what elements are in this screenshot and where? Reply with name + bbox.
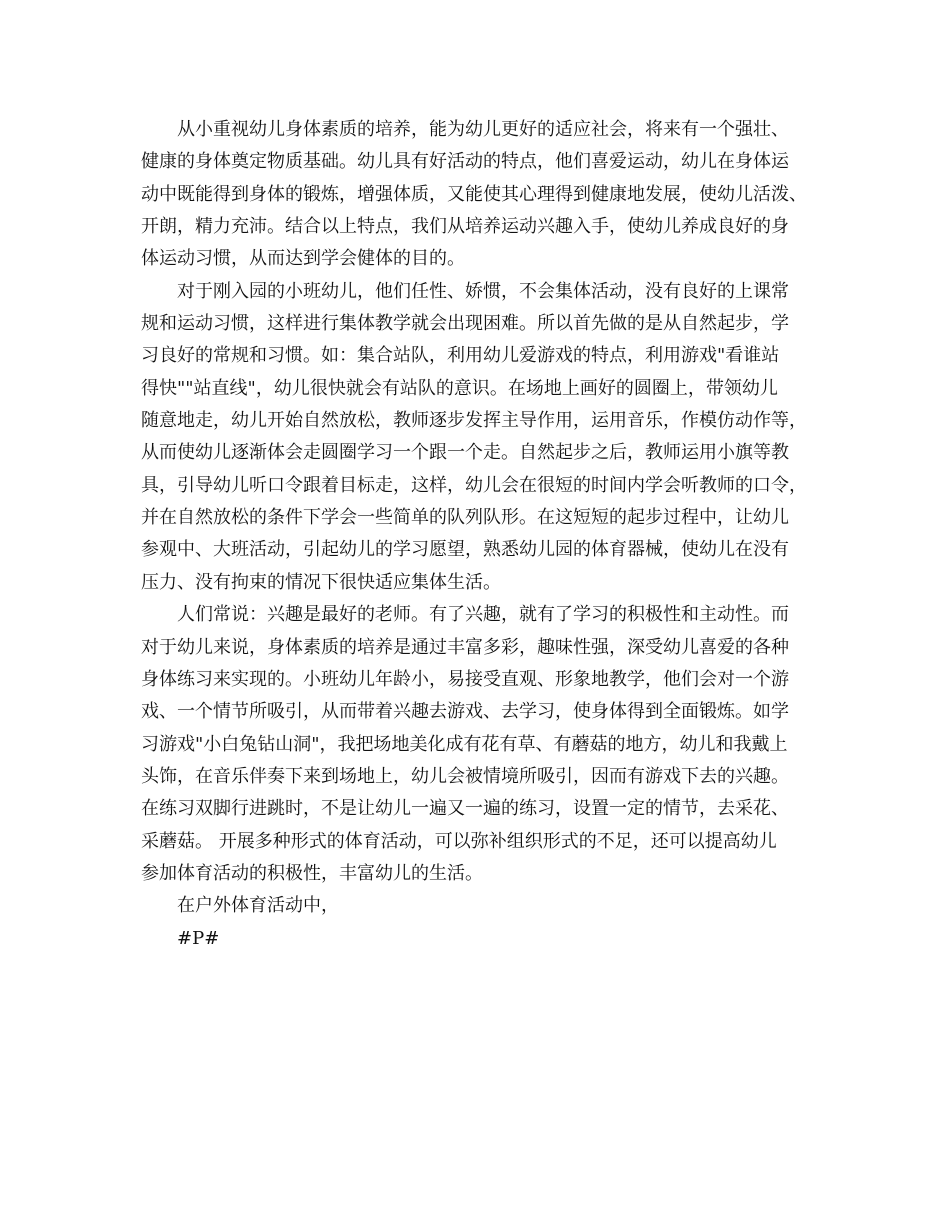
paragraph-2-line-6: 从而使幼儿逐渐体会走圆圈学习一个跟一个走。自然起步之后，教师运用小旗等教 bbox=[141, 442, 789, 464]
paragraph-3-line-1: 人们常说：兴趣是最好的老师。有了兴趣，就有了学习的积极性和主动性。而 bbox=[177, 604, 789, 626]
paragraph-2-line-3: 习良好的常规和习惯。如：集合站队，利用幼儿爱游戏的特点，利用游戏"看谁站 bbox=[141, 345, 780, 367]
paragraph-2-line-4: 得快""站直线"，幼儿很快就会有站队的意识。在场地上画好的圆圈上，带领幼儿 bbox=[141, 377, 778, 399]
paragraph-1-line-2: 健康的身体奠定物质基础。幼儿具有好活动的特点，他们喜爱运动，幼儿在身体运 bbox=[141, 151, 789, 173]
paragraph-2-line-2: 规和运动习惯，这样进行集体教学就会出现困难。所以首先做的是从自然起步，学 bbox=[141, 313, 789, 335]
document-body bbox=[141, 114, 831, 955]
paragraph-2-line-7: 具，引导幼儿听口令跟着目标走，这样，幼儿会在很短的时间内学会听教师的口令， bbox=[141, 474, 807, 496]
paragraph-1-line-5: 体运动习惯，从而达到学会健体的目的。 bbox=[141, 248, 465, 270]
paragraph-3-line-5: 习游戏"小白兔钻山洞"，我把场地美化成有花有草、有蘑菇的地方，幼儿和我戴上 bbox=[141, 733, 788, 755]
paragraph-2-line-9: 参观中、大班活动，引起幼儿的学习愿望，熟悉幼儿园的体育器械，使幼儿在没有 bbox=[141, 539, 789, 561]
paragraph-2-line-8: 并在自然放松的条件下学会一些简单的队列队形。在这短短的起步过程中，让幼儿 bbox=[141, 507, 789, 529]
paragraph-3-line-4: 戏、一个情节所吸引，从而带着兴趣去游戏、去学习，使身体得到全面锻炼。如学 bbox=[141, 701, 789, 723]
paragraph-3-line-2: 对于幼儿来说，身体素质的培养是通过丰富多彩，趣味性强，深受幼儿喜爱的各种 bbox=[141, 636, 789, 658]
paragraph-1-line-4: 开朗，精力充沛。结合以上特点，我们从培养运动兴趣入手，使幼儿养成良好的身 bbox=[141, 216, 789, 238]
paragraph-3-line-7: 在练习双脚行进跳时，不是让幼儿一遍又一遍的练习，设置一定的情节，去采花、 bbox=[141, 798, 789, 820]
paragraph-2-line-5: 随意地走，幼儿开始自然放松，教师逐步发挥主导作用，运用音乐，作模仿动作等， bbox=[141, 410, 807, 432]
paragraph-2-line-1: 对于刚入园的小班幼儿，他们任性、娇惯，不会集体活动，没有良好的上课常 bbox=[177, 280, 789, 302]
paragraph-1-line-1: 从小重视幼儿身体素质的培养，能为幼儿更好的适应社会，将来有一个强壮、 bbox=[177, 119, 789, 140]
paragraph-3-line-6: 头饰，在音乐伴奏下来到场地上，幼儿会被情境所吸引，因而有游戏下去的兴趣。 bbox=[141, 765, 789, 787]
paragraph-2-line-10: 压力、没有拘束的情况下很快适应集体生活。 bbox=[141, 571, 501, 593]
page-marker: #P# bbox=[177, 927, 220, 949]
paragraph-4-line-1: 在户外体育活动中， bbox=[177, 895, 339, 917]
paragraph-3-line-8: 采蘑菇。 开展多种形式的体育活动，可以弥补组织形式的不足，还可以提高幼儿 bbox=[141, 830, 777, 852]
paragraph-1-line-3: 动中既能得到身体的锻炼，增强体质，又能使其心理得到健康地发展，使幼儿活泼、 bbox=[141, 183, 807, 205]
paragraph-3-line-9: 参加体育活动的积极性，丰富幼儿的生活。 bbox=[141, 862, 483, 884]
paragraph-3-line-3: 身体练习来实现的。小班幼儿年龄小，易接受直观、形象地教学，他们会对一个游 bbox=[141, 668, 789, 690]
